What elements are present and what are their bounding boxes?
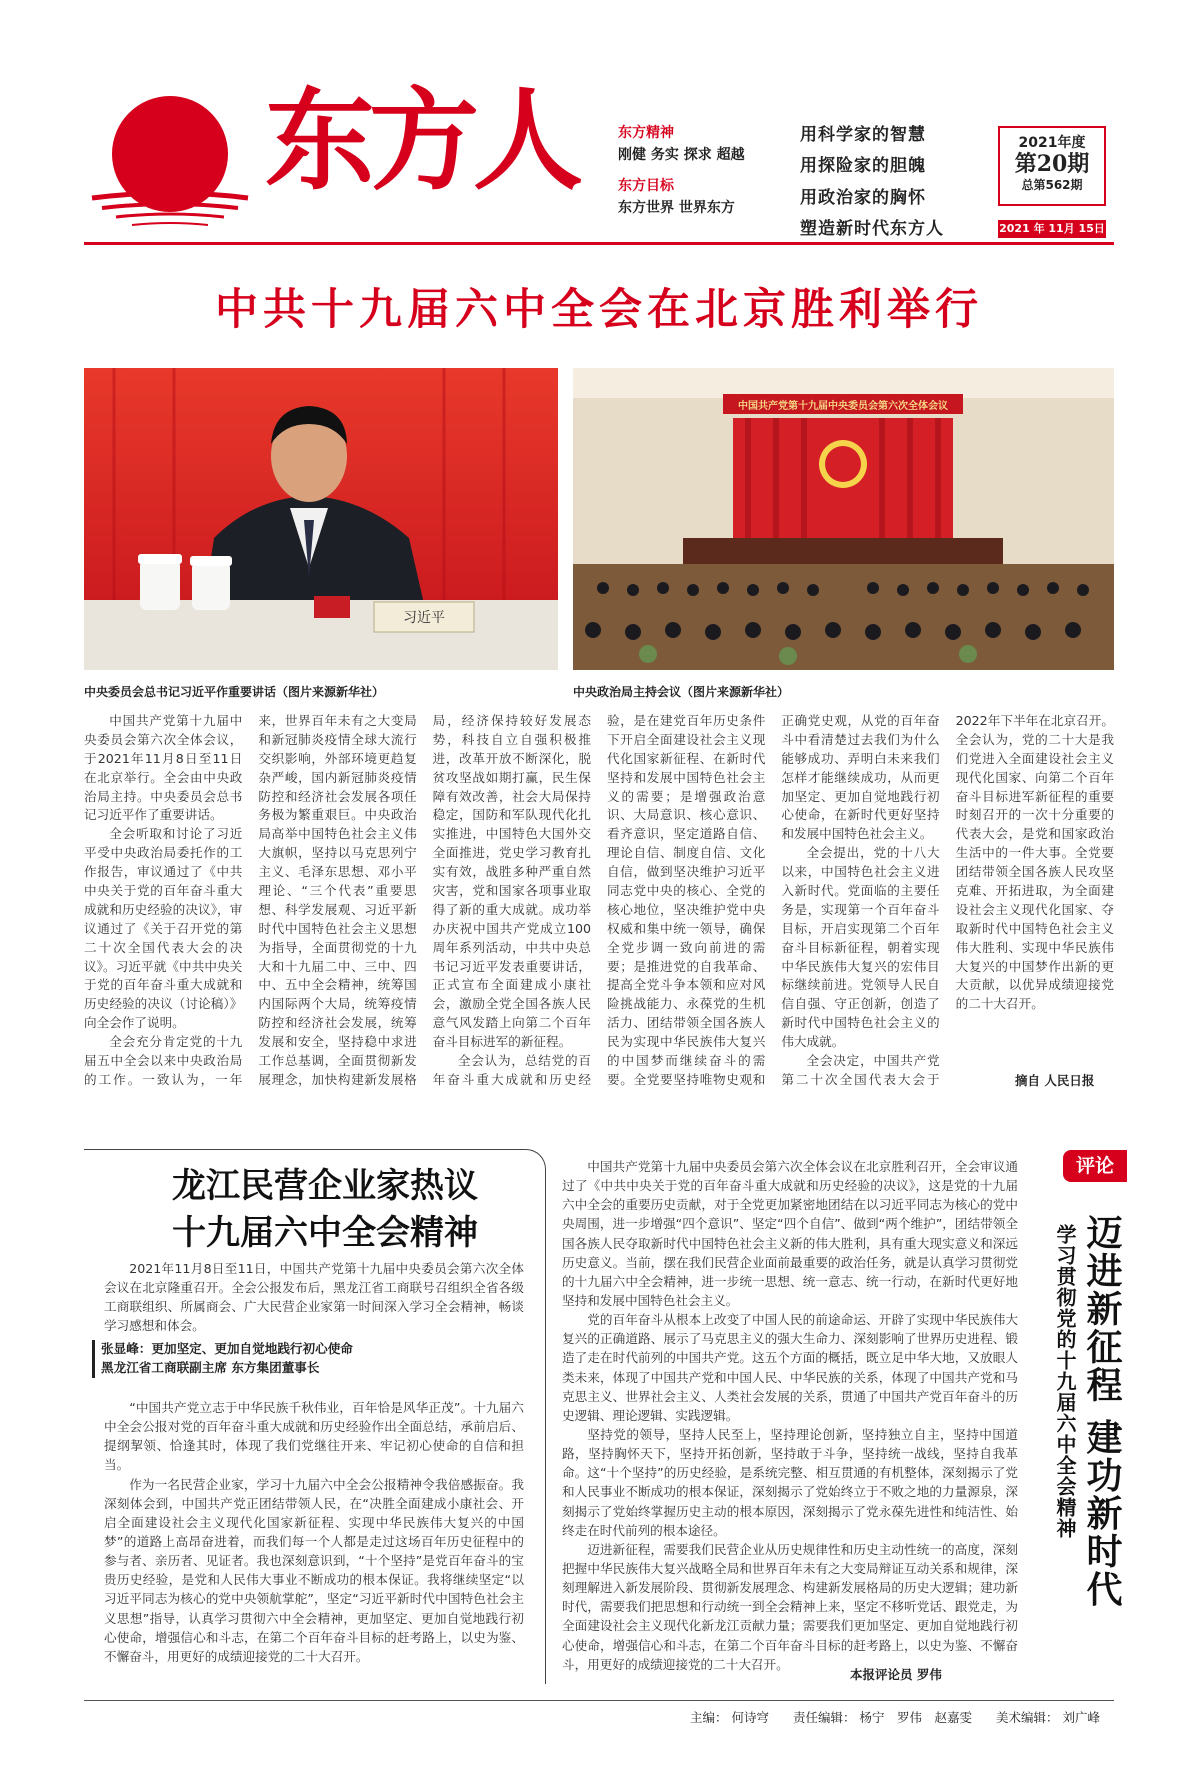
- comment-paragraph: 中国共产党第十九届中央委员会第六次全体会议在北京胜利召开，全会审议通过了《中共中央关于党的百年奋斗重大成就和历史经验的决议》，这是党的十九届六中全会的重要历史贡献，对于全党更加紧密地团结在以习近平同志为核心的党中央周围，进一步增强“四个意识”、坚定“四个自信”、做到“两个维护”，团结带领全国各族人民夺取新时代中国特色社会主义新的伟大胜利，具有重大现实意义和深远历史意义。当前，摆在我们民营企业面前最重要的政治任务，就是认真学习贯彻党的十九届六中全会精神，进一步统一思想、统一意志、统一行动，在新时代更好地坚持和发展中国特色社会主义。: [562, 1159, 1018, 1308]
- masthead-divider: [84, 242, 1114, 245]
- chief-editor: 何诗穹: [731, 1710, 770, 1725]
- duty-editors: 杨宁 罗伟 赵嘉雯: [859, 1710, 973, 1725]
- lead-paragraph: 全会提出，党的十八大以来，中国特色社会主义进入新时代。党面临的主要任务是，实现第一个百年奋斗目标，开启实现第二个百年奋斗目标新征程，朝着实现中华民族伟大复兴的宏伟目标继续前进。党领导人民自信自强、守正创新，创造了新时代中国特色社会主义的伟大成就。: [781, 845, 940, 1050]
- photo-banner: 中国共产党第十九届中央委员会第六次全体会议: [738, 401, 948, 412]
- feature-subheading: [92, 1340, 512, 1378]
- duty-editor-label: 责任编辑：: [793, 1710, 856, 1725]
- feature-intro: 2021年11月8日至11日，中国共产党第十九届中央委员会第六次全体会议在北京隆重召开。全会公报发布后，黑龙江省工商联号召组织全省各级工商联组织、所属商会、广大民营企业家第一时间深入学习全会精神，畅谈学习感想和体会。: [104, 1261, 524, 1334]
- feature-body: [104, 1398, 524, 1666]
- footer-divider: [84, 1700, 1114, 1701]
- spirit-text: 刚健 务实 探求 超越: [618, 147, 745, 164]
- lead-paragraph: 全会听取和讨论了习近平受中央政治局委托作的工作报告，审议通过了《中共中央关于党的百年奋斗重大成就和历史经验的决议》，审议通过了《关于召开党的第二十次全国代表大会的决议》。习近平就《中共中央关于党的百年奋斗重大成就和历史经验的决议（讨论稿）》向全会作了说明。: [84, 826, 243, 1031]
- lead-paragraph: 全会认为，总结党的百年奋斗重大成就和历史经验，是在建党百年历史条件下开启全面建设社会主义现代化国家新征程、在新时代坚持和发展中国特色社会主义的需要；是增强政治意识、大局意识、核心意识、看齐意识，坚定道路自信、理论自信、制度自信、文化自信，做到坚决维护习近平同志党中央的核心、全党的核心地位，坚决维护党中央权威和集中统一领导，确保全党步调一致向前进的需要；是推进党的自我革命、提高全党斗争本领和应对风险挑战能力、永葆党的生机活力、团结带领全国各族人民为实现中华民族伟大复兴的中国梦而继续奋斗的需要。全党要坚持唯物史观和正确党史观，从党的百年奋斗中看清楚过去我们为什么能够成功、弄明白未来我们怎样才能继续成功，从而更加坚定、更加自觉地践行初心使命，在新时代更好坚持和发展中国特色社会主义。: [432, 713, 940, 1087]
- masthead-slogan: [800, 120, 990, 245]
- comment-tag: 评论: [1063, 1150, 1127, 1182]
- lead-article: [84, 712, 1114, 1090]
- photo2-caption: 中央政治局主持会议（图片来源新华社）: [573, 685, 790, 699]
- masthead-brand: 东方人: [265, 76, 577, 205]
- lead-paragraph: 中国共产党第十九届中央委员会第六次全体会议，于2021年11月8日至11日在北京举行。全会由中央政治局主持。中央委员会总书记习近平作了重要讲话。: [84, 713, 243, 823]
- slogan-line: 用探险家的胆魄: [800, 156, 926, 177]
- lead-paragraph: 全会决定，中国共产党第二十次全国代表大会于2022年下半年在北京召开。全会认为，党的二十大是我们党进入全面建设社会主义现代化国家、向第二个百年奋斗目标进军新征程的重要时刻召开的一次十分重要的代表大会，是党和国家政治生活中的一件大事。全党要团结带领全国各族人民攻坚克难、开拓进取，为全面建设社会主义现代化国家、夺取新时代中国特色社会主义伟大胜利、实现中华民族伟大复兴的中国梦作出新的更大贡献，以优异成绩迎接党的二十大召开。: [781, 713, 1114, 1087]
- sun-logo-icon: [86, 92, 254, 242]
- speaker-photo: [84, 368, 558, 670]
- spirit-label: 东方精神: [618, 125, 674, 141]
- art-editor: 刘广峰: [1062, 1710, 1101, 1725]
- feature-paragraph: “中国共产党立志于中华民族千秋伟业，百年恰是风华正茂”。十九届六中全会公报对党的百年奋斗重大成就和历史经验作出全面总结，承前启后、提纲挈领、恰逢其时，体现了我们党继往开来、牢记初心使命的自信和担当。: [104, 1400, 524, 1473]
- issue-year: 2021年度: [1018, 135, 1086, 151]
- comment-subtitle: 学习贯彻党的十九届六中全会精神: [1053, 1224, 1077, 1539]
- feature-title-line: 十九届六中全会精神: [172, 1212, 478, 1253]
- lead-paragraph: 全会充分肯定党的十九届五中全会以来中央政治局的工作。一致认为，一年来，世界百年未有之大变局和新冠肺炎疫情全球大流行交织影响，外部环境更趋复杂严峻，国内新冠肺炎疫情防控和经济社会发展各项任务极为繁重艰巨。中央政治局高举中国特色社会主义伟大旗帜，坚持以马克思列宁主义、毛泽东思想、邓小平理论、“三个代表”重要思想、科学发展观、习近平新时代中国特色社会主义思想为指导，全面贯彻党的十九大和十九届二中、三中、四中、五中全会精神，统筹国内国际两个大局，统筹疫情防控和经济社会发展，统筹发展和安全，坚持稳中求进工作总基调，全面贯彻新发展理念，加快构建新发展格局，经济保持较好发展态势，科技自立自强积极推进，改革开放不断深化，脱贫攻坚战如期打赢，民生保障有效改善，社会大局保持稳定，国防和军队现代化扎实推进，中国特色大国外交全面推进，党史学习教育扎实有效，战胜多种严重自然灾害，党和国家各项事业取得了新的重大成就。成功举办庆祝中国共产党成立100周年系列活动，中共中央总书记习近平发表重要讲话，正式宣布全面建成小康社会，激励全党全国各族人民意气风发踏上向第二个百年奋斗目标进军的新征程。: [84, 713, 591, 1087]
- chief-editor-label: 主编：: [690, 1710, 728, 1725]
- page-headline: 中共十九届六中全会在北京胜利举行: [215, 285, 983, 335]
- feature-title-line: 龙江民营企业家热议: [172, 1166, 478, 1206]
- slogan-line: 用政治家的胸怀: [800, 187, 926, 208]
- photo1-caption: 中央委员会总书记习近平作重要讲话（图片来源新华社）: [84, 685, 385, 699]
- masthead-mottos: [618, 122, 788, 228]
- issue-box: [998, 126, 1106, 206]
- goal-label: 东方目标: [618, 177, 674, 194]
- comment-paragraph: 党的百年奋斗从根本上改变了中国人民的前途命运、开辟了实现中华民族伟大复兴的正确道路、展示了马克思主义的强大生命力、深刻影响了世界历史进程、锻造了走在时代前列的中国共产党。这五个方面的概括，既立足中华大地，又放眼人类未来，体现了中国共产党和中国人民、中华民族的关系，体现了中国共产党和马克思主义、世界社会主义、人类社会发展的关系，贯通了中国共产党百年奋斗的历史逻辑、理论逻辑、实践逻辑。: [562, 1312, 1018, 1423]
- goal-text: 东方世界 世界东方: [618, 200, 735, 217]
- issue-number: 第20期: [1014, 151, 1090, 177]
- slogan-line: 塑造新时代东方人: [800, 218, 944, 239]
- feature-subheading-line: 张显峰：更加坚定、更加自觉地践行初心使命: [101, 1341, 353, 1356]
- art-editor-label: 美术编辑：: [996, 1710, 1059, 1725]
- meeting-hall-photo: [573, 368, 1114, 670]
- comment-title: 迈进新征程 建功新时代: [1081, 1214, 1123, 1609]
- comment-byline: 本报评论员 罗伟: [850, 1667, 942, 1682]
- feature-subheading-line: 黑龙江省工商联副主席 东方集团董事长: [101, 1359, 320, 1375]
- comment-paragraph: 坚持党的领导，坚持人民至上，坚持理论创新，坚持独立自主，坚持中国道路，坚持胸怀天下，坚持开拓创新，坚持敢于斗争，坚持统一战线，坚持自我革命。这“十个坚持”的历史经验，是系统完整、相互贯通的有机整体，深刻揭示了党和人民事业不断成功的根本保证，深刻揭示了党始终立于不败之地的力量源泉，深刻揭示了党始终掌握历史主动的根本原因，深刻揭示了党永葆先进性和纯洁性、始终走在时代前列的根本途径。: [562, 1426, 1018, 1538]
- comment-paragraph: 迈进新征程，需要我们民营企业从历史规律性和历史主动性统一的高度，深刻把握中华民族伟大复兴战略全局和世界百年未有之大变局辩证互动关系和规律，深刻理解进入新发展阶段、贯彻新发展理念、构建新发展格局的历史大逻辑；建功新时代，需要我们把思想和行动统一到全会精神上来，坚定不移听党话、跟党走，为全面建设社会主义现代化新龙江贡献力量；需要我们更加坚定、更加自觉地践行初心使命，增强信心和斗志，在第二个百年奋斗目标的赶考路上，以史为鉴、不懈奋斗，用更好的成绩迎接党的二十大召开。: [562, 1541, 1018, 1672]
- feature-title: [110, 1163, 540, 1257]
- comment-body: [562, 1157, 1018, 1674]
- editor-credits: [690, 1708, 1104, 1726]
- speaker-nameplate: 习近平: [403, 610, 445, 626]
- total-issue: 总第562期: [1021, 178, 1083, 193]
- feature-paragraph: 作为一名民营企业家，学习十九届六中全会公报精神令我倍感振奋。我深刻体会到，中国共产党正团结带领人民，在“决胜全面建成小康社会、开启全面建设社会主义现代化国家新征程、实现中华民族伟大复兴的中国梦”的道路上高昂奋进着，而我们每一个人都是走过这场百年历史征程中的参与者、亲历者、见证者。我也深刻意识到，“十个坚持”是党百年奋斗的宝贵历史经验，是党和人民伟大事业不断成功的根本保证。我将继续坚定“以习近平同志为核心的党中央领航掌舵”，坚定“习近平新时代中国特色社会主义思想”指导，认真学习贯彻六中全会精神，更加坚定、更加自觉地践行初心使命，增强信心和斗志，在第二个百年奋斗目标的赶考路上，以史为鉴、不懈奋斗，用更好的成绩迎接党的二十大召开。: [104, 1476, 524, 1664]
- issue-date: 2021 年 11月 15日: [998, 220, 1106, 238]
- lead-source: 摘自 人民日报: [1015, 1073, 1095, 1088]
- slogan-line: 用科学家的智慧: [800, 125, 926, 145]
